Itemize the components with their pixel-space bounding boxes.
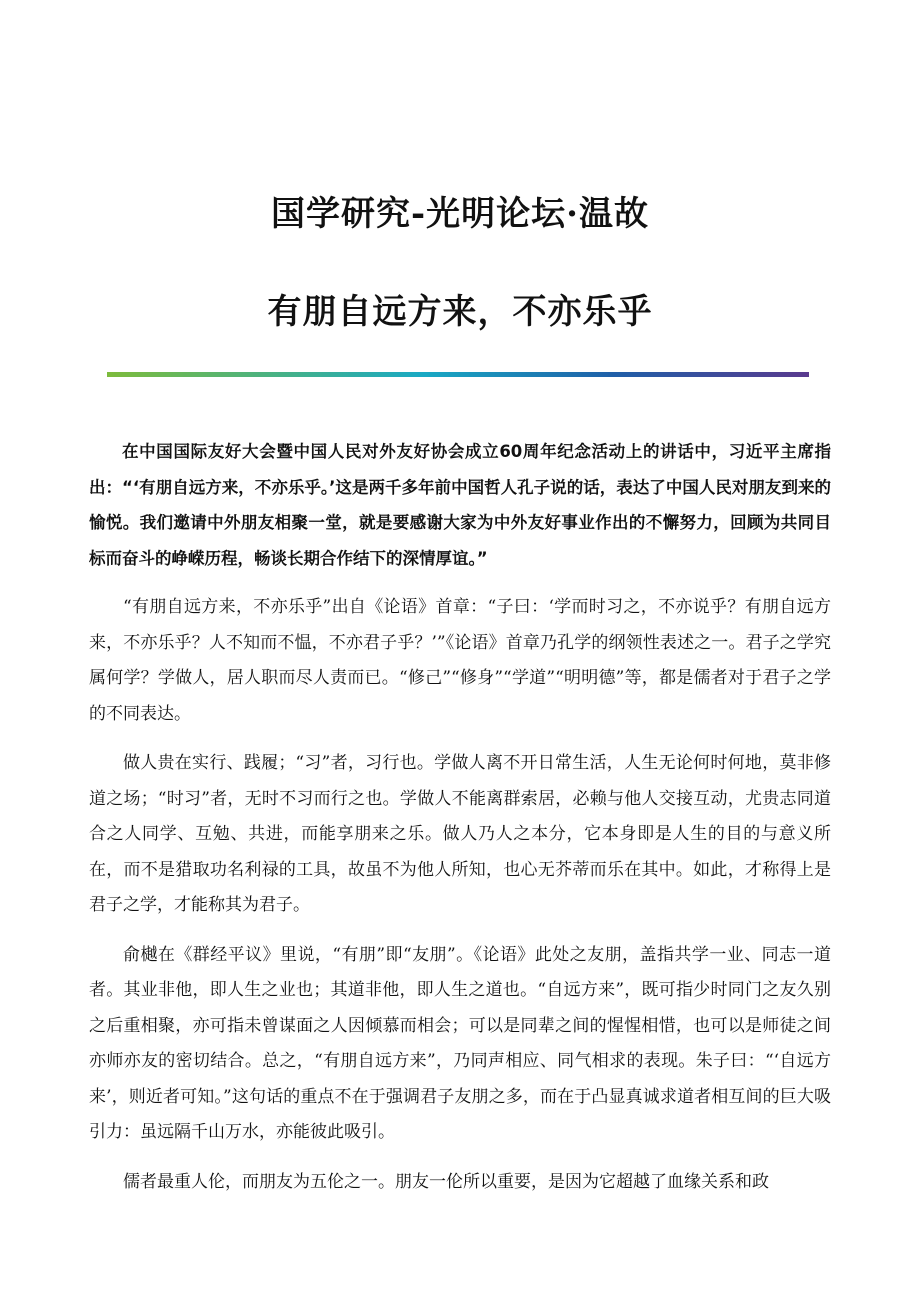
body-paragraph-1: “有朋自远方来，不亦乐乎”出自《论语》首章：“子曰：‘学而时习之，不亦说乎？有朋自远方来，不亦乐乎？人不知而不愠，不亦君子乎？’”《论语》首章乃孔学的纲领性表述之一。君子之学究属何学？学做人，居人职而尽人责而已。“修己”“修身”“学道”“明明德”等，都是儒者对于君子之学的不同表达。 <box>89 597 831 724</box>
body-paragraph-4: 儒者最重人伦，而朋友为五伦之一。朋友一伦所以重要，是因为它超越了血缘关系和政 <box>123 1171 769 1192</box>
article-title: 有朋自远方来，不亦乐乎 <box>267 292 653 332</box>
page-title: 国学研究-光明论坛·温故 <box>271 194 649 234</box>
body-paragraph-2: 做人贵在实行、践履；“习”者，习行也。学做人离不开日常生活，人生无论何时何地，莫非修道之场；“时习”者，无时不习而行之也。学做人不能离群索居，必赖与他人交接互动，尤贵志同道合之人同学、互勉、共进，而能享朋来之乐。做人乃人之本分，它本身即是人生的目的与意义所在，而不是猎取功名利禄的工具，故虽不为他人所知，也心无芥蒂而乐在其中。如此，才称得上是君子之学，才能称其为君子。 <box>89 753 831 915</box>
gradient-divider <box>107 372 809 377</box>
body-paragraph-3: 俞樾在《群经平议》里说，“有朋”即“友朋”。《论语》此处之友朋，盖指共学一业、同志一道者。其业非他，即人生之业也；其道非他，即人生之道也。“自远方来”，既可指少时同门之友久别之后重相聚，亦可指未曾谋面之人因倾慕而相会；可以是同辈之间的惺惺相惜，也可以是师徒之间亦师亦友的密切结合。总之，“有朋自远方来”，乃同声相应、同气相求的表现。朱子曰：“‘自远方来’，则近者可知。”这句话的重点不在于强调君子友朋之多，而在于凸显真诚求道者相互间的巨大吸引力：虽远隔千山万水，亦能彼此吸引。 <box>89 944 831 1142</box>
lead-paragraph: 在中国国际友好大会暨中国人民对外友好协会成立60周年纪念活动上的讲话中，习近平主席指出：“‘有朋自远方来，不亦乐乎。’这是两千多年前中国哲人孔子说的话，表达了中国人民对朋友到来的愉悦。我们邀请中外朋友相聚一堂，就是要感谢大家为中外友好事业作出的不懈努力，回顾为共同目标而奋斗的峥嵘历程，畅谈长期合作结下的深情厚谊。” <box>89 442 831 568</box>
article-body <box>89 434 831 1214</box>
